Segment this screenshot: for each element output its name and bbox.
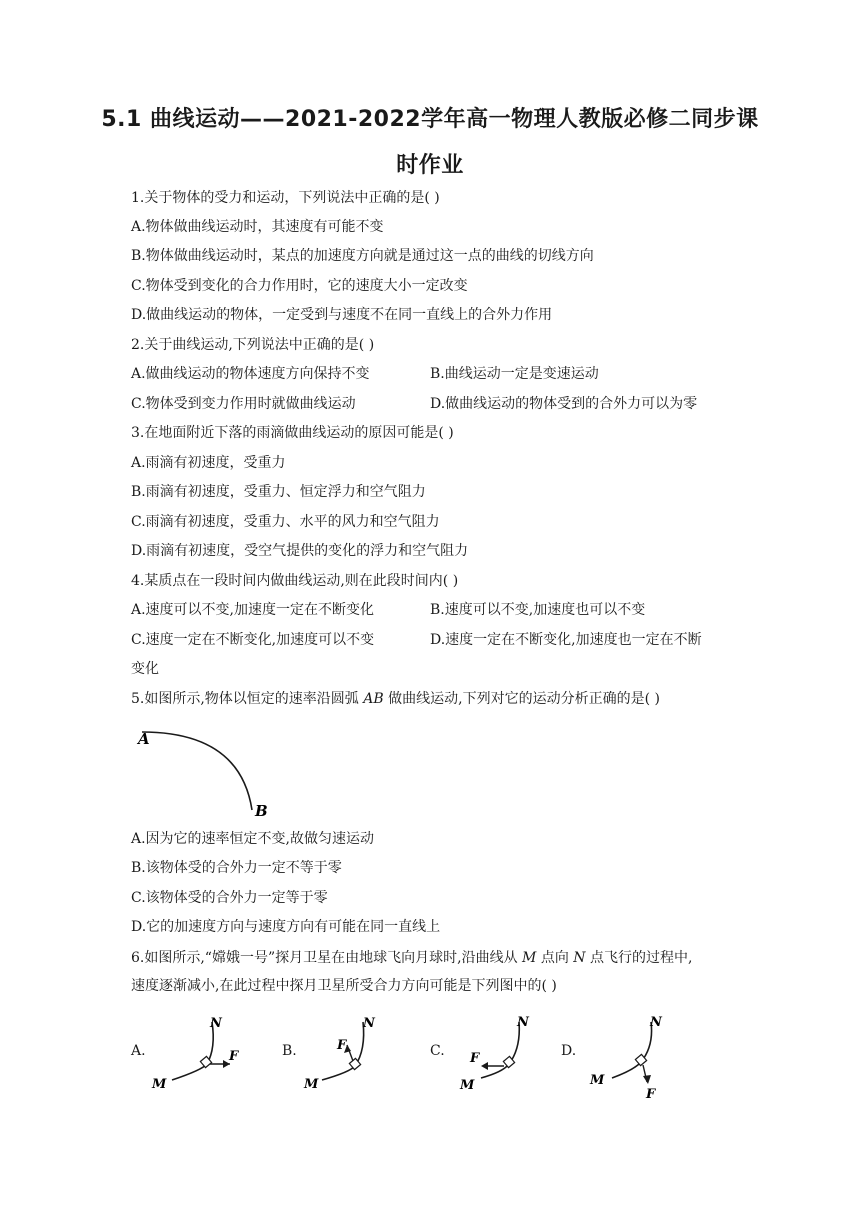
q6-stem1-mid: 点向 xyxy=(536,950,574,966)
q5-stem-post: 做曲线运动,下列对它的运动分析正确的是( ) xyxy=(383,691,660,707)
q6-option-b-label: B. xyxy=(282,1043,297,1059)
q5-stem xyxy=(131,689,660,709)
q6-option-c-figure xyxy=(455,1010,555,1095)
q3-stem: 3.在地面附近下落的雨滴做曲线运动的原因可能是( ) xyxy=(131,425,454,441)
q1-stem: 1.关于物体的受力和运动，下列说法中正确的是( ) xyxy=(131,190,440,206)
q6-d-arrowhead xyxy=(643,1075,651,1084)
q6-option-d-label: D. xyxy=(561,1043,577,1059)
q6-b-f-label: F xyxy=(337,1038,347,1053)
q6-c-trajectory xyxy=(481,1022,519,1078)
q5-stem-pre: 5.如图所示,物体以恒定的速率沿圆弧 xyxy=(131,691,364,707)
q6-stem-line-2: 速度逐渐减小,在此过程中探月卫星所受合力方向可能是下列图中的( ) xyxy=(131,978,557,994)
q6-stem1-n: N xyxy=(573,950,586,966)
q5-point-a-label: A xyxy=(138,730,150,748)
q6-d-m-label: M xyxy=(590,1073,605,1088)
q5-option-b: B.该物体受的合外力一定不等于零 xyxy=(131,860,342,876)
q1-option-c: C.物体受到变化的合力作用时，它的速度大小一定改变 xyxy=(131,278,468,294)
q6-c-m-label: M xyxy=(460,1078,475,1093)
q3-option-d: D.雨滴有初速度，受空气提供的变化的浮力和空气阻力 xyxy=(131,543,469,559)
page-title-line-1: 5.1 曲线运动——2021-2022学年高一物理人教版必修二同步课 xyxy=(101,107,759,132)
q3-option-b: B.雨滴有初速度，受重力、恒定浮力和空气阻力 xyxy=(131,484,426,500)
q6-a-n-label: N xyxy=(210,1016,222,1031)
q6-c-n-label: N xyxy=(517,1015,529,1030)
q4-option-c: C.速度一定在不断变化,加速度可以不变 xyxy=(131,632,375,648)
q5-option-a: A.因为它的速率恒定不变,故做匀速运动 xyxy=(131,831,375,847)
q5-arc-figure xyxy=(130,722,280,822)
q4-stem: 4.某质点在一段时间内做曲线运动,则在此段时间内( ) xyxy=(131,573,459,589)
q1-option-d: D.做曲线运动的物体，一定受到与速度不在同一直线上的合外力作用 xyxy=(131,307,553,323)
q6-d-trajectory xyxy=(612,1022,652,1078)
q6-c-arrowhead xyxy=(481,1062,488,1070)
q6-a-trajectory xyxy=(172,1022,213,1080)
q6-option-b-figure xyxy=(300,1010,400,1095)
q5-stem-arc-ab: AB xyxy=(363,691,384,707)
q6-b-n-label: N xyxy=(363,1016,375,1031)
q1-option-a: A.物体做曲线运动时，其速度有可能不变 xyxy=(131,219,384,235)
q6-b-m-label: M xyxy=(304,1077,319,1092)
q1-option-b: B.物体做曲线运动时，某点的加速度方向就是通过这一点的曲线的切线方向 xyxy=(131,248,594,264)
q3-option-a: A.雨滴有初速度，受重力 xyxy=(131,455,286,471)
q6-option-a-label: A. xyxy=(131,1043,146,1059)
q2-stem: 2.关于曲线运动,下列说法中正确的是( ) xyxy=(131,337,375,353)
q4-option-d: D.速度一定在不断变化,加速度也一定在不断 xyxy=(430,632,702,648)
q6-d-n-label: N xyxy=(650,1015,662,1030)
q5-arc-ab xyxy=(142,732,252,810)
q5-option-d: D.它的加速度方向与速度方向有可能在同一直线上 xyxy=(131,919,441,935)
q6-option-a-figure xyxy=(150,1010,250,1095)
q6-stem-line-1 xyxy=(131,948,692,968)
q2-option-d: D.做曲线运动的物体受到的合外力可以为零 xyxy=(430,396,698,412)
q6-a-f-label: F xyxy=(229,1049,239,1064)
page-title-line-2: 时作业 xyxy=(396,153,464,178)
q6-stem1-post: 点飞行的过程中, xyxy=(585,950,693,966)
q4-option-a: A.速度可以不变,加速度一定在不断变化 xyxy=(131,602,375,618)
q6-d-f-label: F xyxy=(646,1087,656,1102)
q2-option-c: C.物体受到变力作用时就做曲线运动 xyxy=(131,396,356,412)
q2-option-a: A.做曲线运动的物体速度方向保持不变 xyxy=(131,366,370,382)
q6-stem1-pre: 6.如图所示,“嫦娥一号”探月卫星在由地球飞向月球时,沿曲线从 xyxy=(131,950,523,966)
q6-c-f-label: F xyxy=(470,1051,480,1066)
q4-option-b: B.速度可以不变,加速度也可以不变 xyxy=(430,602,646,618)
q5-option-c: C.该物体受的合外力一定等于零 xyxy=(131,890,328,906)
q4-option-d-continued: 变化 xyxy=(131,661,159,677)
q3-option-c: C.雨滴有初速度，受重力、水平的风力和空气阻力 xyxy=(131,514,440,530)
q6-stem1-m: M xyxy=(522,950,537,966)
q6-option-c-label: C. xyxy=(430,1043,445,1059)
q2-option-b: B.曲线运动一定是变速运动 xyxy=(430,366,599,382)
q6-option-d-figure xyxy=(588,1010,688,1100)
q5-point-b-label: B xyxy=(255,802,268,820)
q6-a-m-label: M xyxy=(152,1077,167,1092)
